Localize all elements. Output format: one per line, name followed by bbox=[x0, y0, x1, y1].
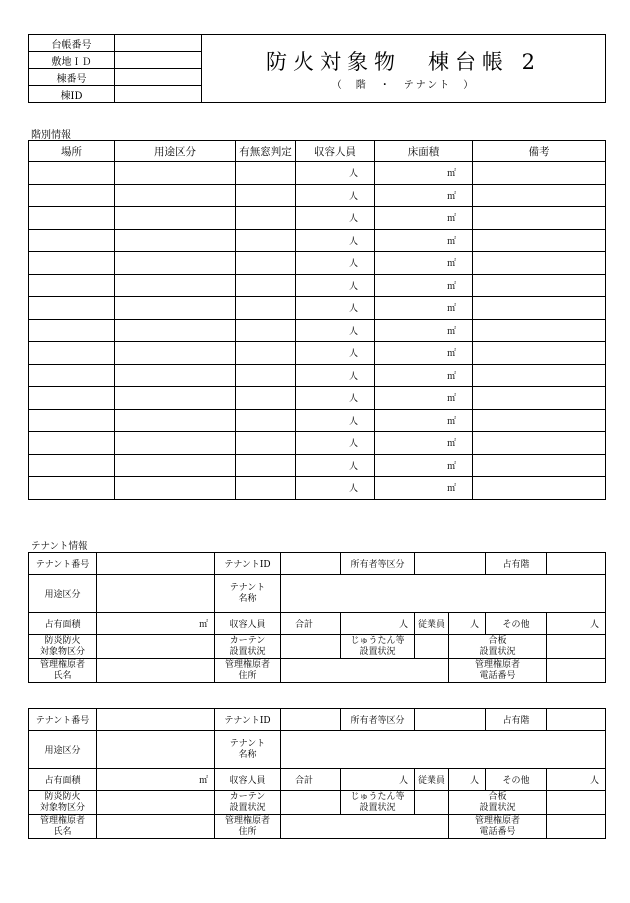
total-label: 合計 bbox=[281, 613, 341, 635]
tenant-name-field[interactable] bbox=[281, 575, 606, 613]
floor-row bbox=[29, 454, 606, 477]
square-meter-unit: ㎡ bbox=[446, 169, 456, 180]
usage-cell[interactable] bbox=[115, 297, 236, 320]
column-header-location: 場所 bbox=[29, 141, 115, 162]
window-cell[interactable] bbox=[236, 454, 296, 477]
staff-field[interactable] bbox=[449, 769, 486, 791]
tenant-name-label-line2: 名称 bbox=[238, 749, 257, 760]
floor-area-cell[interactable] bbox=[375, 387, 473, 410]
tenant-name-label bbox=[215, 575, 281, 613]
square-meter-unit: ㎡ bbox=[446, 236, 456, 247]
occupied-area-label: 占有面積 bbox=[29, 613, 97, 635]
tenant-id-label: テナントID bbox=[215, 709, 281, 731]
occupied-area-field-unit: ㎡ bbox=[198, 620, 208, 630]
owner-class-field[interactable] bbox=[415, 553, 486, 575]
floor-area-cell[interactable] bbox=[375, 454, 473, 477]
window-cell[interactable] bbox=[236, 207, 296, 230]
window-cell[interactable] bbox=[236, 342, 296, 365]
site-id-field[interactable] bbox=[115, 52, 202, 69]
usage-cell[interactable] bbox=[115, 409, 236, 432]
tenant-id-field[interactable] bbox=[281, 553, 341, 575]
building-id-field[interactable] bbox=[115, 86, 202, 103]
total-field-unit: 人 bbox=[399, 620, 409, 630]
floor-area-cell[interactable] bbox=[375, 342, 473, 365]
usage-class-label: 用途区分 bbox=[29, 731, 97, 769]
manager-phone-field[interactable] bbox=[547, 659, 606, 683]
floor-row bbox=[29, 274, 606, 297]
location-cell[interactable] bbox=[29, 387, 115, 410]
usage-cell[interactable] bbox=[115, 184, 236, 207]
remarks-cell[interactable] bbox=[473, 409, 606, 432]
person-unit: 人 bbox=[348, 371, 358, 382]
curtain-status-label-line2: 設置状況 bbox=[229, 646, 266, 657]
fire-prevention-class-label-line1: 防炎防火 bbox=[44, 635, 81, 646]
usage-cell[interactable] bbox=[115, 387, 236, 410]
manager-phone-label-line2: 電話番号 bbox=[479, 826, 516, 837]
square-meter-unit: ㎡ bbox=[446, 304, 456, 315]
location-cell[interactable] bbox=[29, 229, 115, 252]
usage-class-label: 用途区分 bbox=[29, 575, 97, 613]
square-meter-unit: ㎡ bbox=[446, 394, 456, 405]
manager-phone-label-line2: 電話番号 bbox=[479, 670, 516, 681]
capacity-cell[interactable] bbox=[296, 207, 375, 230]
floor-table bbox=[28, 140, 606, 500]
square-meter-unit: ㎡ bbox=[446, 484, 456, 495]
manager-name-label-line2: 氏名 bbox=[53, 670, 72, 681]
person-unit: 人 bbox=[348, 349, 358, 360]
ledger-number-field[interactable] bbox=[115, 35, 202, 52]
carpet-status-label-line1: じゅうたん等 bbox=[350, 791, 405, 802]
capacity-cell[interactable] bbox=[296, 229, 375, 252]
curtain-status-label-line1: カーテン bbox=[229, 635, 266, 646]
square-meter-unit: ㎡ bbox=[446, 326, 456, 337]
column-header-usage: 用途区分 bbox=[115, 141, 236, 162]
curtain-status-label bbox=[215, 791, 281, 815]
owner-class-label: 所有者等区分 bbox=[341, 553, 415, 575]
location-cell[interactable] bbox=[29, 342, 115, 365]
total-label: 合計 bbox=[281, 769, 341, 791]
column-header-remarks: 備考 bbox=[473, 141, 606, 162]
location-cell[interactable] bbox=[29, 432, 115, 455]
location-cell[interactable] bbox=[29, 207, 115, 230]
remarks-cell[interactable] bbox=[473, 274, 606, 297]
location-cell[interactable] bbox=[29, 319, 115, 342]
plywood-status-label-line2: 設置状況 bbox=[479, 646, 516, 657]
floor-section-label: 階別情報 bbox=[31, 130, 71, 141]
person-unit: 人 bbox=[348, 416, 358, 427]
manager-address-label-line2: 住所 bbox=[238, 826, 257, 837]
floor-row bbox=[29, 432, 606, 455]
curtain-status-label-line1: カーテン bbox=[229, 791, 266, 802]
staff-field-unit: 人 bbox=[470, 620, 480, 630]
manager-name-label-line2: 氏名 bbox=[53, 826, 72, 837]
capacity-cell[interactable] bbox=[296, 162, 375, 185]
remarks-cell[interactable] bbox=[473, 162, 606, 185]
remarks-cell[interactable] bbox=[473, 297, 606, 320]
floor-row bbox=[29, 477, 606, 500]
manager-address-label bbox=[215, 815, 281, 839]
person-unit: 人 bbox=[348, 214, 358, 225]
window-cell[interactable] bbox=[236, 387, 296, 410]
location-cell[interactable] bbox=[29, 454, 115, 477]
manager-phone-field[interactable] bbox=[547, 815, 606, 839]
tenant-number-field[interactable] bbox=[97, 709, 215, 731]
usage-cell[interactable] bbox=[115, 274, 236, 297]
floor-area-cell[interactable] bbox=[375, 409, 473, 432]
header-table bbox=[28, 34, 606, 103]
fire-prevention-class-label-line2: 対象物区分 bbox=[39, 802, 85, 813]
fire-prevention-class-field[interactable] bbox=[97, 791, 215, 815]
floor-area-cell[interactable] bbox=[375, 477, 473, 500]
window-cell[interactable] bbox=[236, 184, 296, 207]
tenant-section-label: テナント情報 bbox=[31, 541, 88, 552]
building-number-field[interactable] bbox=[115, 69, 202, 86]
manager-name-label bbox=[29, 659, 97, 683]
person-unit: 人 bbox=[348, 304, 358, 315]
floor-row bbox=[29, 342, 606, 365]
location-cell[interactable] bbox=[29, 184, 115, 207]
plywood-status-label-line1: 合板 bbox=[488, 791, 507, 802]
person-unit: 人 bbox=[348, 461, 358, 472]
tenant-id-field[interactable] bbox=[281, 709, 341, 731]
carpet-status-label-line1: じゅうたん等 bbox=[350, 635, 405, 646]
floor-area-cell[interactable] bbox=[375, 319, 473, 342]
floor-area-cell[interactable] bbox=[375, 432, 473, 455]
curtain-status-field[interactable] bbox=[281, 791, 341, 815]
owner-class-label: 所有者等区分 bbox=[341, 709, 415, 731]
capacity-cell[interactable] bbox=[296, 274, 375, 297]
window-cell[interactable] bbox=[236, 162, 296, 185]
column-header-capacity: 収容人員 bbox=[296, 141, 375, 162]
floor-row bbox=[29, 229, 606, 252]
manager-phone-label-line1: 管理権原者 bbox=[475, 815, 521, 826]
fire-prevention-class-label bbox=[29, 635, 97, 659]
building-id-label: 棟ID bbox=[29, 86, 115, 103]
carpet-status-label-line2: 設置状況 bbox=[359, 802, 396, 813]
usage-cell[interactable] bbox=[115, 454, 236, 477]
other-field[interactable] bbox=[547, 613, 606, 635]
occupied-area-field[interactable] bbox=[97, 769, 215, 791]
staff-field[interactable] bbox=[449, 613, 486, 635]
site-id-label: 敷地ＩＤ bbox=[29, 52, 115, 69]
usage-cell[interactable] bbox=[115, 207, 236, 230]
total-field[interactable] bbox=[341, 613, 415, 635]
other-field-unit: 人 bbox=[589, 776, 599, 786]
total-field-unit: 人 bbox=[399, 776, 409, 786]
tenant-name-label-line1: テナント bbox=[229, 582, 266, 593]
square-meter-unit: ㎡ bbox=[446, 371, 456, 382]
occupied-floor-field[interactable] bbox=[547, 709, 606, 731]
square-meter-unit: ㎡ bbox=[446, 439, 456, 450]
remarks-cell[interactable] bbox=[473, 432, 606, 455]
manager-name-label-line1: 管理権原者 bbox=[39, 659, 85, 670]
other-field-unit: 人 bbox=[589, 620, 599, 630]
window-cell[interactable] bbox=[236, 319, 296, 342]
column-header-window: 有無窓判定 bbox=[236, 141, 296, 162]
tenant-table bbox=[28, 552, 606, 683]
location-cell[interactable] bbox=[29, 409, 115, 432]
usage-cell[interactable] bbox=[115, 319, 236, 342]
window-cell[interactable] bbox=[236, 252, 296, 275]
manager-address-label-line2: 住所 bbox=[238, 670, 257, 681]
curtain-status-label bbox=[215, 635, 281, 659]
building-number-label: 棟番号 bbox=[29, 69, 115, 86]
usage-cell[interactable] bbox=[115, 432, 236, 455]
manager-name-field[interactable] bbox=[97, 815, 215, 839]
page-title: 防火対象物 棟台帳 2 bbox=[265, 50, 542, 74]
floor-area-cell[interactable] bbox=[375, 207, 473, 230]
square-meter-unit: ㎡ bbox=[446, 416, 456, 427]
remarks-cell[interactable] bbox=[473, 454, 606, 477]
capacity-label: 収容人員 bbox=[215, 769, 281, 791]
person-unit: 人 bbox=[348, 394, 358, 405]
person-unit: 人 bbox=[348, 281, 358, 292]
square-meter-unit: ㎡ bbox=[446, 191, 456, 202]
manager-phone-label bbox=[449, 815, 547, 839]
window-cell[interactable] bbox=[236, 297, 296, 320]
usage-cell[interactable] bbox=[115, 252, 236, 275]
manager-address-field[interactable] bbox=[281, 815, 449, 839]
manager-name-label-line1: 管理権原者 bbox=[39, 815, 85, 826]
capacity-cell[interactable] bbox=[296, 432, 375, 455]
floor-area-cell[interactable] bbox=[375, 162, 473, 185]
staff-field-unit: 人 bbox=[470, 776, 480, 786]
square-meter-unit: ㎡ bbox=[446, 461, 456, 472]
capacity-cell[interactable] bbox=[296, 184, 375, 207]
window-cell[interactable] bbox=[236, 364, 296, 387]
title-cell bbox=[202, 35, 606, 103]
plywood-status-field[interactable] bbox=[547, 635, 606, 659]
total-field[interactable] bbox=[341, 769, 415, 791]
manager-phone-label bbox=[449, 659, 547, 683]
remarks-cell[interactable] bbox=[473, 342, 606, 365]
carpet-status-label bbox=[341, 635, 415, 659]
person-unit: 人 bbox=[348, 169, 358, 180]
capacity-cell[interactable] bbox=[296, 319, 375, 342]
manager-address-label-line1: 管理権原者 bbox=[224, 815, 270, 826]
other-label: その他 bbox=[486, 613, 547, 635]
curtain-status-label-line2: 設置状況 bbox=[229, 802, 266, 813]
fire-prevention-class-label-line1: 防炎防火 bbox=[44, 791, 81, 802]
usage-cell[interactable] bbox=[115, 342, 236, 365]
floor-area-cell[interactable] bbox=[375, 229, 473, 252]
ledger-number-label: 台帳番号 bbox=[29, 35, 115, 52]
location-cell[interactable] bbox=[29, 252, 115, 275]
tenant-id-label: テナントID bbox=[215, 553, 281, 575]
staff-label: 従業員 bbox=[415, 769, 449, 791]
window-cell[interactable] bbox=[236, 477, 296, 500]
tenant-name-label bbox=[215, 731, 281, 769]
owner-class-field[interactable] bbox=[415, 709, 486, 731]
occupied-area-field[interactable] bbox=[97, 613, 215, 635]
floor-area-cell[interactable] bbox=[375, 252, 473, 275]
person-unit: 人 bbox=[348, 236, 358, 247]
floor-row bbox=[29, 297, 606, 320]
manager-name-label bbox=[29, 815, 97, 839]
floor-area-cell[interactable] bbox=[375, 184, 473, 207]
usage-class-field[interactable] bbox=[97, 731, 215, 769]
floor-area-cell[interactable] bbox=[375, 274, 473, 297]
window-cell[interactable] bbox=[236, 432, 296, 455]
remarks-cell[interactable] bbox=[473, 184, 606, 207]
capacity-cell[interactable] bbox=[296, 477, 375, 500]
person-unit: 人 bbox=[348, 259, 358, 270]
location-cell[interactable] bbox=[29, 297, 115, 320]
fire-prevention-class-label bbox=[29, 791, 97, 815]
floor-row bbox=[29, 184, 606, 207]
capacity-cell[interactable] bbox=[296, 454, 375, 477]
plywood-status-label bbox=[449, 791, 547, 815]
carpet-status-label-line2: 設置状況 bbox=[359, 646, 396, 657]
carpet-status-field[interactable] bbox=[415, 635, 449, 659]
person-unit: 人 bbox=[348, 326, 358, 337]
manager-address-label bbox=[215, 659, 281, 683]
tenant-number-label: テナント番号 bbox=[29, 709, 97, 731]
floor-area-cell[interactable] bbox=[375, 364, 473, 387]
floor-row bbox=[29, 162, 606, 185]
manager-phone-label-line1: 管理権原者 bbox=[475, 659, 521, 670]
occupied-floor-label: 占有階 bbox=[486, 709, 547, 731]
location-cell[interactable] bbox=[29, 477, 115, 500]
plywood-status-label bbox=[449, 635, 547, 659]
staff-label: 従業員 bbox=[415, 613, 449, 635]
tenant-table bbox=[28, 708, 606, 839]
floor-row bbox=[29, 252, 606, 275]
curtain-status-field[interactable] bbox=[281, 635, 341, 659]
usage-cell[interactable] bbox=[115, 162, 236, 185]
fire-prevention-class-field[interactable] bbox=[97, 635, 215, 659]
capacity-cell[interactable] bbox=[296, 364, 375, 387]
plywood-status-field[interactable] bbox=[547, 791, 606, 815]
manager-name-field[interactable] bbox=[97, 659, 215, 683]
floor-row bbox=[29, 409, 606, 432]
remarks-cell[interactable] bbox=[473, 364, 606, 387]
column-header-floor-area: 床面積 bbox=[375, 141, 473, 162]
square-meter-unit: ㎡ bbox=[446, 214, 456, 225]
remarks-cell[interactable] bbox=[473, 229, 606, 252]
fire-prevention-class-label-line2: 対象物区分 bbox=[39, 646, 85, 657]
manager-address-field[interactable] bbox=[281, 659, 449, 683]
remarks-cell[interactable] bbox=[473, 319, 606, 342]
location-cell[interactable] bbox=[29, 162, 115, 185]
occupied-floor-field[interactable] bbox=[547, 553, 606, 575]
usage-cell[interactable] bbox=[115, 364, 236, 387]
carpet-status-field[interactable] bbox=[415, 791, 449, 815]
capacity-cell[interactable] bbox=[296, 387, 375, 410]
floor-row bbox=[29, 319, 606, 342]
carpet-status-label bbox=[341, 791, 415, 815]
person-unit: 人 bbox=[348, 484, 358, 495]
square-meter-unit: ㎡ bbox=[446, 349, 456, 360]
floor-row bbox=[29, 387, 606, 410]
tenant-number-label: テナント番号 bbox=[29, 553, 97, 575]
remarks-cell[interactable] bbox=[473, 387, 606, 410]
other-field[interactable] bbox=[547, 769, 606, 791]
usage-cell[interactable] bbox=[115, 229, 236, 252]
capacity-cell[interactable] bbox=[296, 252, 375, 275]
plywood-status-label-line1: 合板 bbox=[488, 635, 507, 646]
plywood-status-label-line2: 設置状況 bbox=[479, 802, 516, 813]
manager-address-label-line1: 管理権原者 bbox=[224, 659, 270, 670]
window-cell[interactable] bbox=[236, 274, 296, 297]
tenant-name-field[interactable] bbox=[281, 731, 606, 769]
floor-row bbox=[29, 364, 606, 387]
other-label: その他 bbox=[486, 769, 547, 791]
usage-cell[interactable] bbox=[115, 477, 236, 500]
tenant-name-label-line1: テナント bbox=[229, 738, 266, 749]
occupied-floor-label: 占有階 bbox=[486, 553, 547, 575]
page-subtitle: （ 階 ・ テナント ） bbox=[331, 80, 476, 91]
floor-row bbox=[29, 207, 606, 230]
window-cell[interactable] bbox=[236, 409, 296, 432]
floor-area-cell[interactable] bbox=[375, 297, 473, 320]
person-unit: 人 bbox=[348, 439, 358, 450]
remarks-cell[interactable] bbox=[473, 207, 606, 230]
person-unit: 人 bbox=[348, 191, 358, 202]
occupied-area-label: 占有面積 bbox=[29, 769, 97, 791]
usage-class-field[interactable] bbox=[97, 575, 215, 613]
location-cell[interactable] bbox=[29, 274, 115, 297]
square-meter-unit: ㎡ bbox=[446, 281, 456, 292]
remarks-cell[interactable] bbox=[473, 477, 606, 500]
location-cell[interactable] bbox=[29, 364, 115, 387]
window-cell[interactable] bbox=[236, 229, 296, 252]
capacity-cell[interactable] bbox=[296, 409, 375, 432]
capacity-cell[interactable] bbox=[296, 297, 375, 320]
tenant-number-field[interactable] bbox=[97, 553, 215, 575]
capacity-label: 収容人員 bbox=[215, 613, 281, 635]
remarks-cell[interactable] bbox=[473, 252, 606, 275]
square-meter-unit: ㎡ bbox=[446, 259, 456, 270]
capacity-cell[interactable] bbox=[296, 342, 375, 365]
occupied-area-field-unit: ㎡ bbox=[198, 776, 208, 786]
tenant-name-label-line2: 名称 bbox=[238, 593, 257, 604]
